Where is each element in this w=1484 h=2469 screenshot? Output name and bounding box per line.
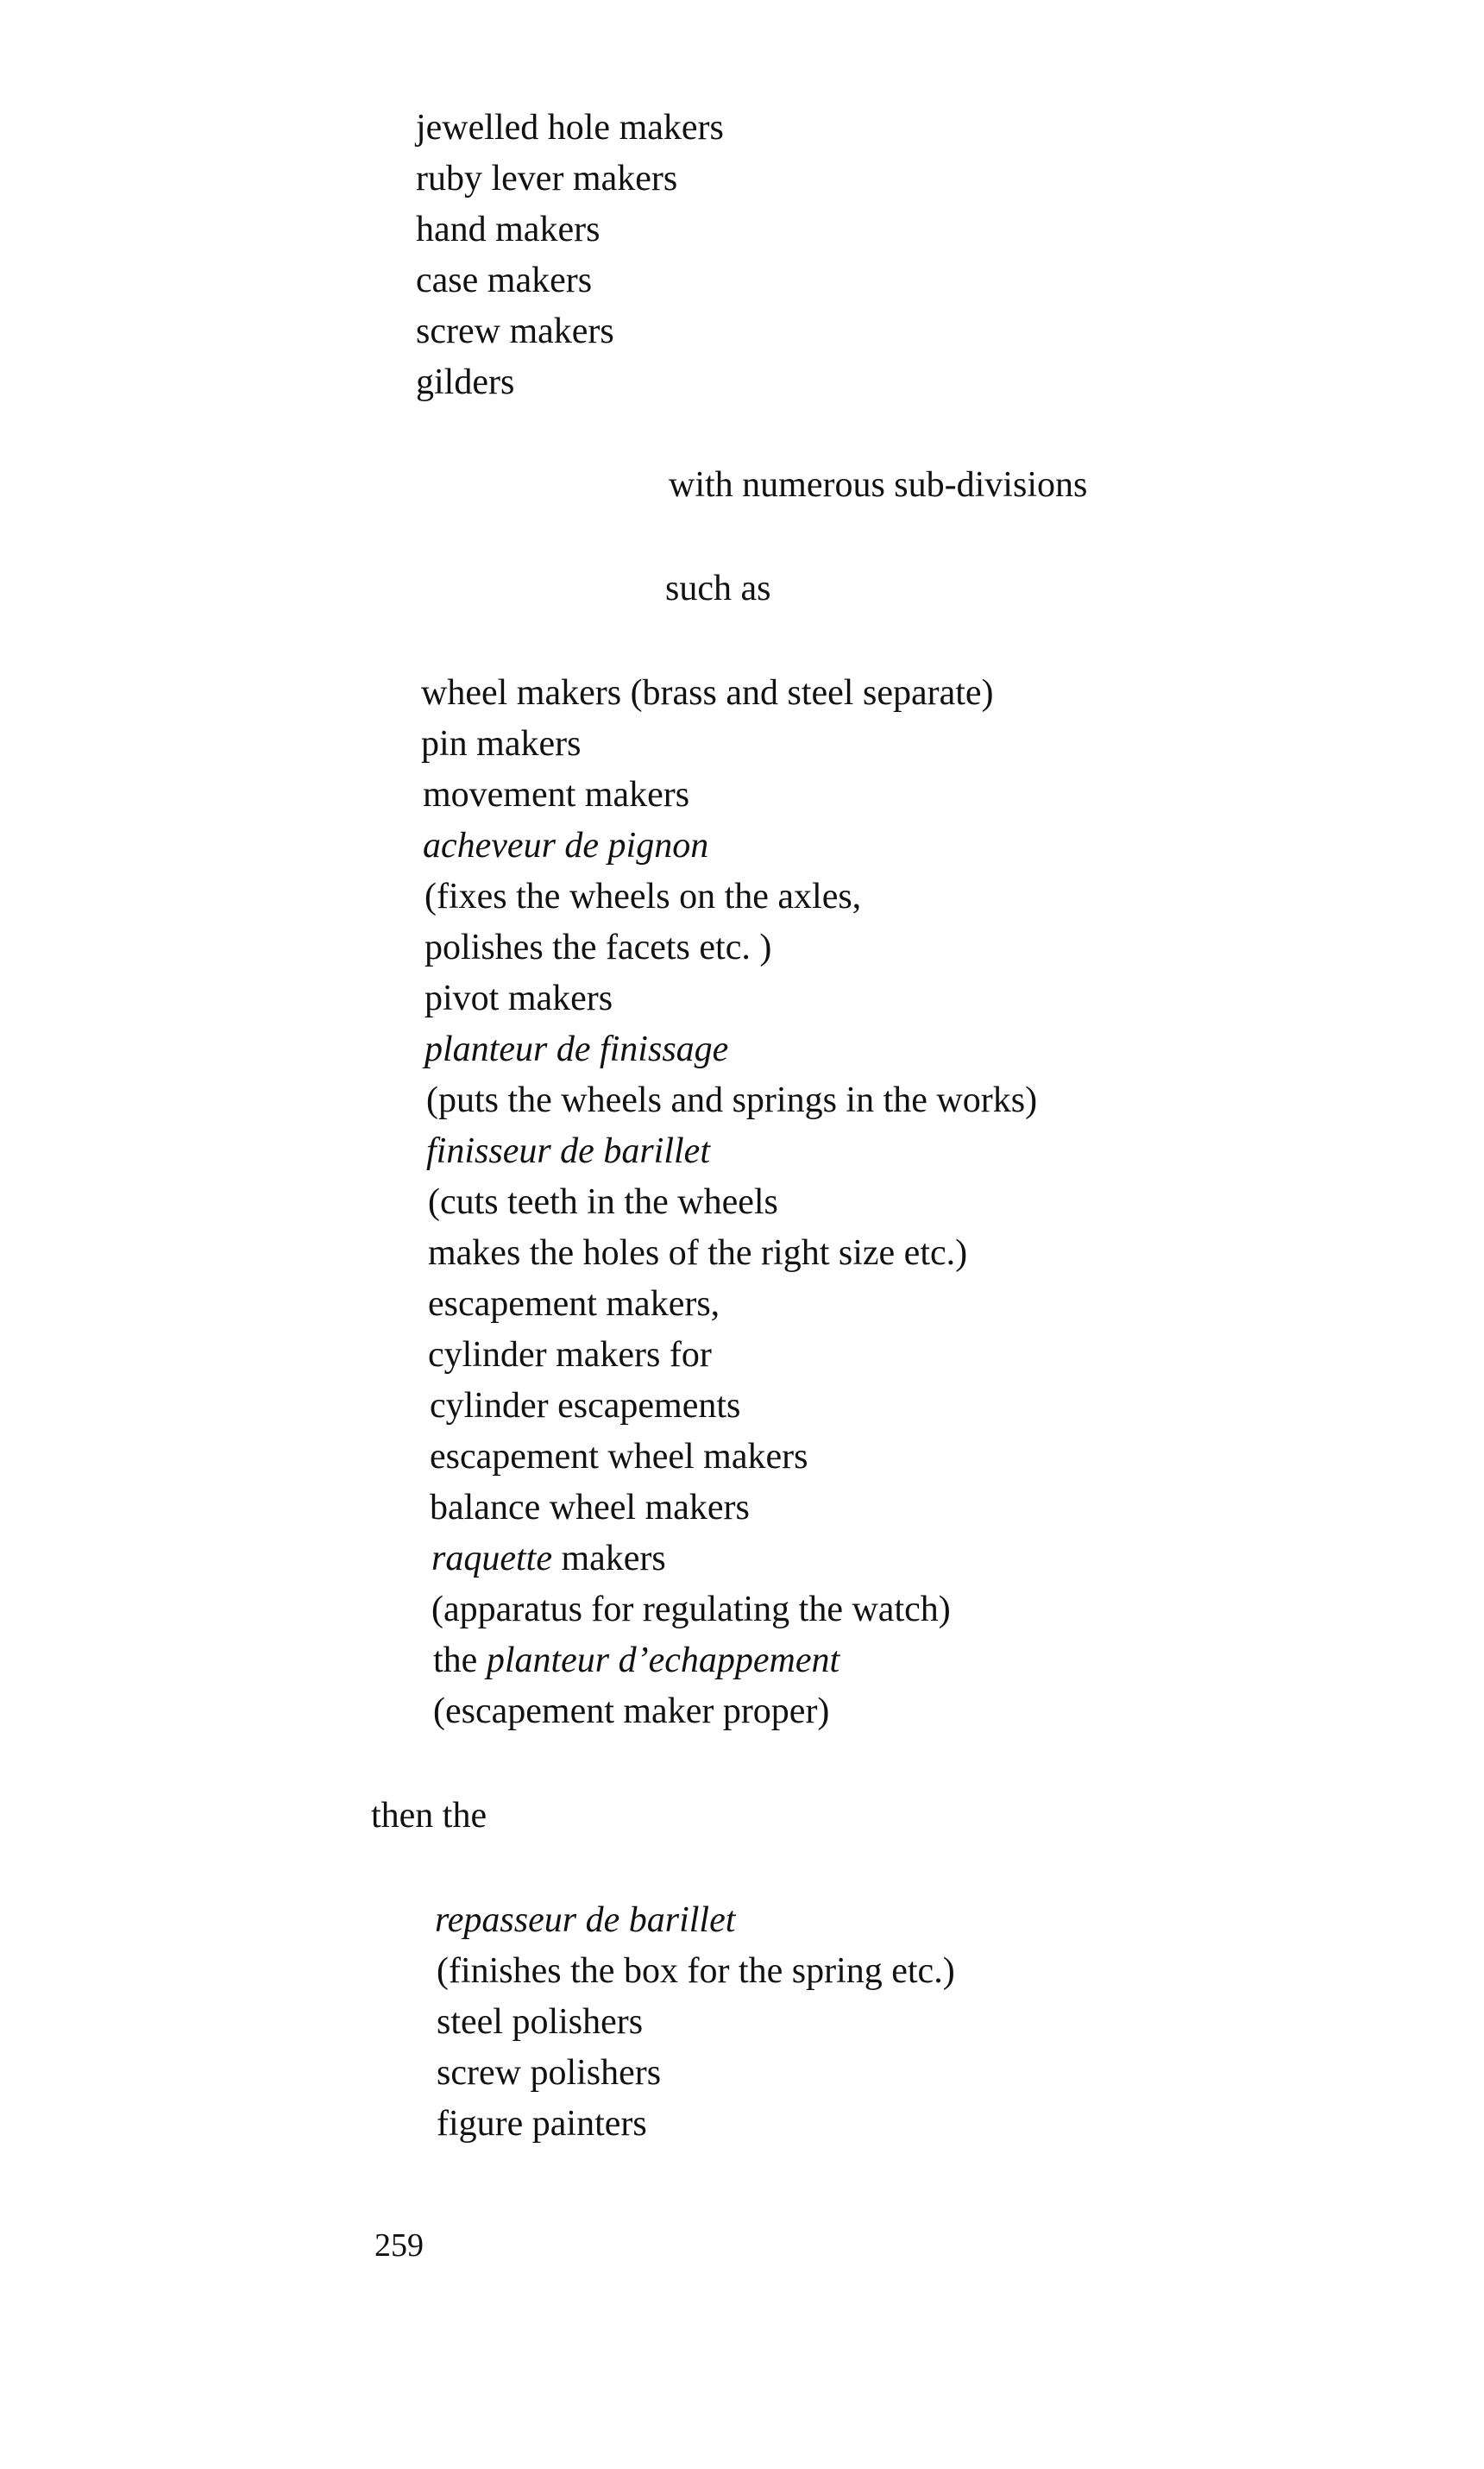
transition-text: then the — [371, 1796, 487, 1836]
list-item: pin makers — [421, 724, 582, 764]
list-item: (fixes the wheels on the axles, — [424, 877, 862, 916]
list-item: (escapement maker proper) — [433, 1691, 830, 1731]
list-item: cylinder makers for — [428, 1335, 712, 1375]
list-item: hand makers — [416, 210, 601, 249]
list-item: wheel makers (brass and steel separate) — [421, 673, 994, 713]
list-item: screw makers — [416, 312, 614, 351]
list-item: figure painters — [437, 2104, 647, 2144]
list-item — [426, 1131, 710, 1172]
list-item: steel polishers — [437, 2002, 644, 2042]
list-item: cylinder escapements — [430, 1386, 741, 1426]
subheading: such as — [665, 569, 771, 608]
list-item: gilders — [416, 362, 515, 402]
list-item: polishes the facets etc. ) — [424, 928, 772, 967]
list-item: ruby lever makers — [416, 159, 678, 198]
french-term: repasseur de barillet — [435, 1900, 736, 1940]
page-number: 259 — [374, 2227, 424, 2264]
list-item: (apparatus for regulating the watch) — [431, 1590, 951, 1629]
list-item: balance wheel makers — [430, 1488, 750, 1527]
list-item: (finishes the box for the spring etc.) — [437, 1951, 955, 1991]
list-item: screw polishers — [437, 2053, 662, 2093]
subheading: with numerous sub-divisions — [669, 465, 1088, 505]
french-term: finisseur de barillet — [426, 1131, 710, 1171]
list-item: makes the holes of the right size etc.) — [428, 1233, 968, 1273]
list-item: escapement wheel makers — [430, 1437, 808, 1477]
list-item — [424, 1029, 728, 1070]
list-item: escapement makers, — [428, 1284, 720, 1324]
list-item: (cuts teeth in the wheels — [428, 1182, 778, 1222]
list-item — [423, 825, 708, 866]
list-item: pivot makers — [424, 979, 613, 1018]
list-item: the planteur d’echappement — [433, 1641, 840, 1680]
list-item: jewelled hole makers — [416, 108, 724, 148]
list-item: raquette makers — [431, 1539, 666, 1578]
list-item: case makers — [416, 261, 593, 300]
french-term: planteur d’echappement — [486, 1641, 840, 1680]
french-term: planteur de finissage — [424, 1030, 729, 1069]
french-term: raquette — [431, 1539, 552, 1578]
french-term: acheveur de pignon — [423, 826, 709, 866]
list-item: movement makers — [423, 775, 690, 815]
list-item: (puts the wheels and springs in the works) — [426, 1080, 1038, 1120]
list-item — [435, 1899, 735, 1941]
